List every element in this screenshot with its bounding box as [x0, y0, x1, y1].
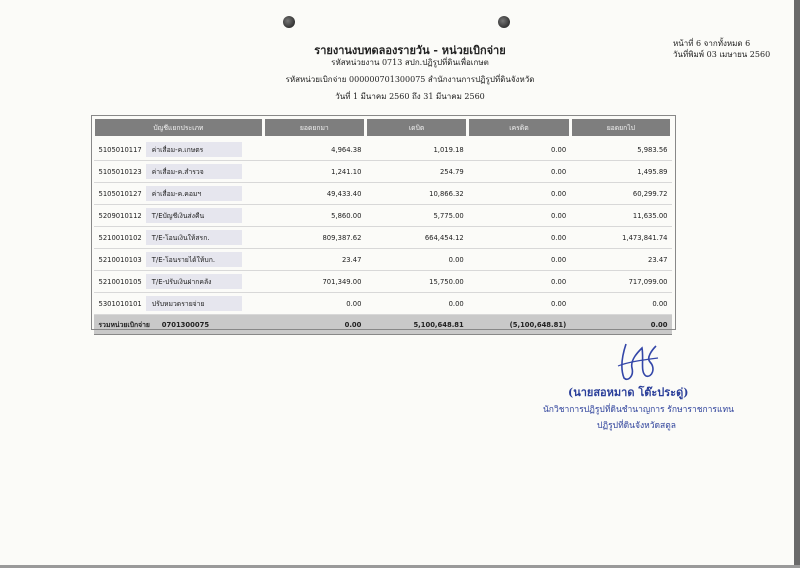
table-row: [94, 138, 672, 161]
total-label: รวมหน่วยเบิกจ่าย: [98, 321, 150, 329]
trial-balance-table: [92, 116, 673, 335]
col-header-credit: เครดิต: [468, 118, 570, 138]
page-info-block: [673, 38, 770, 60]
credit-cell: 0.00: [468, 161, 570, 183]
account-cell: [94, 293, 264, 315]
account-cell: [94, 249, 264, 271]
account-code: 5210010105: [98, 278, 142, 286]
credit-cell: 0.00: [468, 138, 570, 161]
table-row: [94, 293, 672, 315]
page-edge-right: [794, 0, 800, 568]
account-code: 5105010127: [98, 190, 142, 198]
account-name: ค่าเสื่อม-ค.คอมฯ: [146, 186, 242, 201]
signatory-name: (นายสอหมาด โต๊ะประดู่): [568, 386, 689, 399]
brought-forward-cell: 0.00: [263, 293, 365, 315]
account-code: 5105010117: [98, 146, 142, 154]
carried-forward-cell: 0.00: [570, 293, 671, 315]
account-code: 5301010101: [98, 300, 142, 308]
account-cell: [94, 205, 264, 227]
table-row: [94, 183, 672, 205]
total-label-cell: [94, 315, 264, 335]
brought-forward-cell: 1,241.10: [263, 161, 365, 183]
col-header-account: บัญชีแยกประเภท: [94, 118, 264, 138]
brought-forward-cell: 4,964.38: [263, 138, 365, 161]
total-debit: 5,100,648.81: [365, 315, 467, 335]
col-header-debit: เดบิต: [365, 118, 467, 138]
table-row: [94, 205, 672, 227]
account-code: 5209010112: [98, 212, 142, 220]
account-code: 5105010123: [98, 168, 142, 176]
carried-forward-cell: 717,099.00: [570, 271, 671, 293]
credit-cell: 0.00: [468, 227, 570, 249]
debit-cell: 15,750.00: [365, 271, 467, 293]
carried-forward-cell: 60,299.72: [570, 183, 671, 205]
debit-cell: 10,866.32: [365, 183, 467, 205]
col-header-brought-forward: ยอดยกมา: [263, 118, 365, 138]
debit-cell: 0.00: [365, 249, 467, 271]
table-header-row: [94, 118, 672, 138]
credit-cell: 0.00: [468, 183, 570, 205]
debit-cell: 254.79: [365, 161, 467, 183]
table-row: [94, 227, 672, 249]
carried-forward-cell: 11,635.00: [570, 205, 671, 227]
account-name: T/E-โอนเงินให้สรก.: [146, 230, 242, 245]
debit-cell: 664,454.12: [365, 227, 467, 249]
credit-cell: 0.00: [468, 271, 570, 293]
credit-cell: 0.00: [468, 205, 570, 227]
total-unit-code: 0701300075: [161, 321, 210, 329]
account-name: T/E-ปรับเงินฝากคลัง: [146, 274, 242, 289]
page-number: หน้าที่ 6 จากทั้งหมด 6: [673, 39, 751, 48]
brought-forward-cell: 5,860.00: [263, 205, 365, 227]
total-credit: (5,100,648.81): [468, 315, 570, 335]
signatory-organization: ปฏิรูปที่ดินจังหวัดสตูล: [597, 421, 676, 431]
brought-forward-cell: 809,387.62: [263, 227, 365, 249]
account-name: T/E-โอนรายได้ให้บก.: [146, 252, 242, 267]
total-row: [94, 315, 672, 335]
debit-cell: 0.00: [365, 293, 467, 315]
handwritten-signature: [612, 338, 662, 384]
print-date: วันที่พิมพ์ 03 เมษายน 2560: [673, 50, 771, 59]
carried-forward-cell: 23.47: [570, 249, 671, 271]
signatory-position: นักวิชาการปฏิรูปที่ดินชำนาญการ รักษาราชการแทน: [543, 405, 734, 415]
account-name: T/Eบัญชีเงินส่งคืน: [146, 208, 242, 223]
date-range: วันที่ 1 มีนาคม 2560 ถึง 31 มีนาคม 2560: [335, 92, 485, 101]
credit-cell: 0.00: [468, 293, 570, 315]
table-row: [94, 249, 672, 271]
report-title: รายงานงบทดลองรายวัน - หน่วยเบิกจ่าย: [314, 44, 506, 57]
account-cell: [94, 271, 264, 293]
account-code: 5210010103: [98, 256, 142, 264]
table-row: [94, 161, 672, 183]
total-brought-forward: 0.00: [263, 315, 365, 335]
account-cell: [94, 161, 264, 183]
unit-line: รหัสหน่วยเบิกจ่าย 000000701300075 สำนักงานการปฏิรูปที่ดินจังหวัด: [285, 75, 535, 84]
punch-hole-left: [283, 16, 295, 28]
brought-forward-cell: 49,433.40: [263, 183, 365, 205]
total-carried-forward: 0.00: [570, 315, 671, 335]
account-name: ค่าเสื่อม-ค.เกษตร: [146, 142, 242, 157]
carried-forward-cell: 1,495.89: [570, 161, 671, 183]
account-cell: [94, 183, 264, 205]
account-cell: [94, 227, 264, 249]
punch-hole-right: [498, 16, 510, 28]
carried-forward-cell: 1,473,841.74: [570, 227, 671, 249]
account-cell: [94, 138, 264, 161]
debit-cell: 5,775.00: [365, 205, 467, 227]
brought-forward-cell: 701,349.00: [263, 271, 365, 293]
carried-forward-cell: 5,983.56: [570, 138, 671, 161]
agency-line: รหัสหน่วยงาน 0713 สปก.ปฏิรูปที่ดินเพื่อเกษต: [331, 58, 489, 67]
credit-cell: 0.00: [468, 249, 570, 271]
col-header-carried-forward: ยอดยกไป: [570, 118, 671, 138]
account-name: ปรับหมวดรายจ่าย: [146, 296, 242, 311]
account-code: 5210010102: [98, 234, 142, 242]
brought-forward-cell: 23.47: [263, 249, 365, 271]
account-name: ค่าเสื่อม-ค.สำรวจ: [146, 164, 242, 179]
table-row: [94, 271, 672, 293]
debit-cell: 1,019.18: [365, 138, 467, 161]
